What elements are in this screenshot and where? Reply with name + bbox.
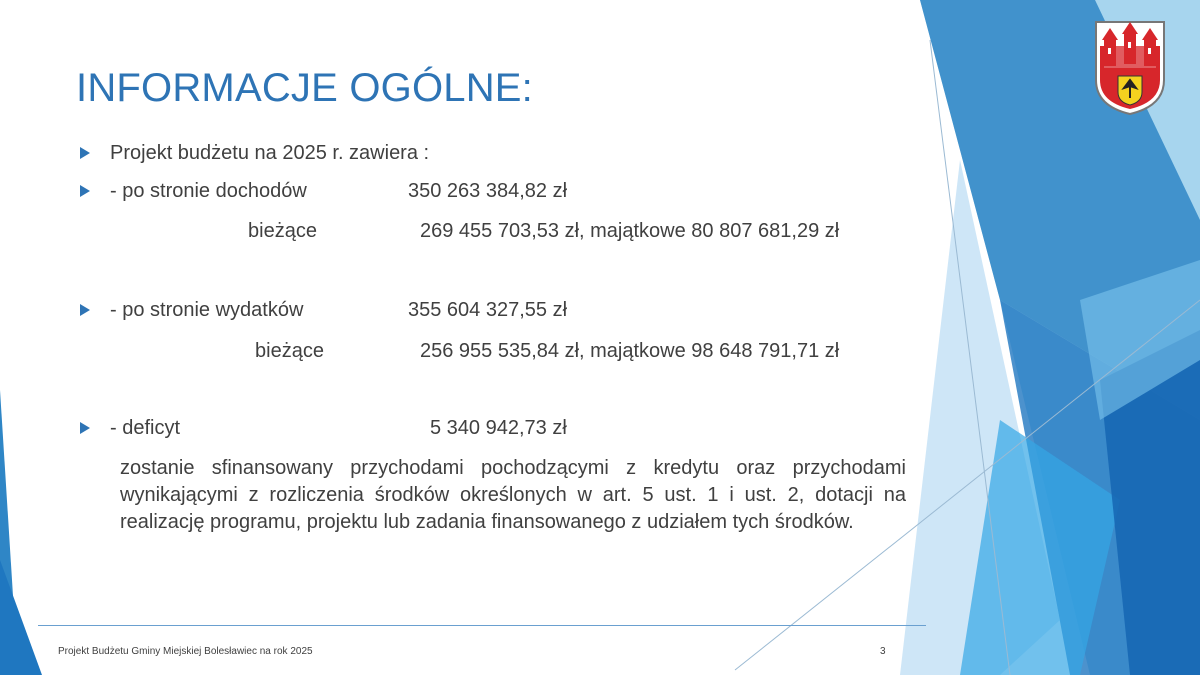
intro-text: Projekt budżetu na 2025 r. zawiera : <box>110 142 430 164</box>
crest-icon <box>1094 20 1166 116</box>
deficit-label: - deficyt <box>110 417 181 439</box>
expenses-current-label: bieżące <box>255 340 324 362</box>
bullet-arrow-icon <box>80 185 90 197</box>
income-label: - po stronie dochodów <box>110 180 307 202</box>
left-facet-bottom <box>0 560 42 675</box>
footer-divider <box>38 625 926 626</box>
deficit-amount: 5 340 942,73 zł <box>430 417 567 439</box>
income-breakdown: 269 455 703,53 zł, majątkowe 80 807 681,29 zł <box>420 220 840 242</box>
page-title: INFORMACJE OGÓLNE: <box>76 66 533 110</box>
bullet-arrow-icon <box>80 422 90 434</box>
bullet-arrow-icon <box>80 304 90 316</box>
deficit-financing-paragraph: zostanie sfinansowany przychodami pochodzącymi z kredytu oraz przychodami wynikającymi z rozliczenia środków określonych w art. 5 ust. 1 i ust. 2, dotacji na realizację programu, projektu lub zadania finansowanego z udziałem tych środków. <box>120 457 906 533</box>
footer-text: Projekt Budżetu Gminy Miejskiej Bolesławiec na rok 2025 <box>58 646 313 657</box>
page-number: 3 <box>880 646 886 657</box>
bullet-arrow-icon <box>80 147 90 159</box>
expenses-label: - po stronie wydatków <box>110 299 304 321</box>
income-current-label: bieżące <box>248 220 317 242</box>
expenses-amount: 355 604 327,55 zł <box>408 299 568 321</box>
expenses-breakdown: 256 955 535,84 zł, majątkowe 98 648 791,71 zł <box>420 340 840 362</box>
income-amount: 350 263 384,82 zł <box>408 180 568 202</box>
